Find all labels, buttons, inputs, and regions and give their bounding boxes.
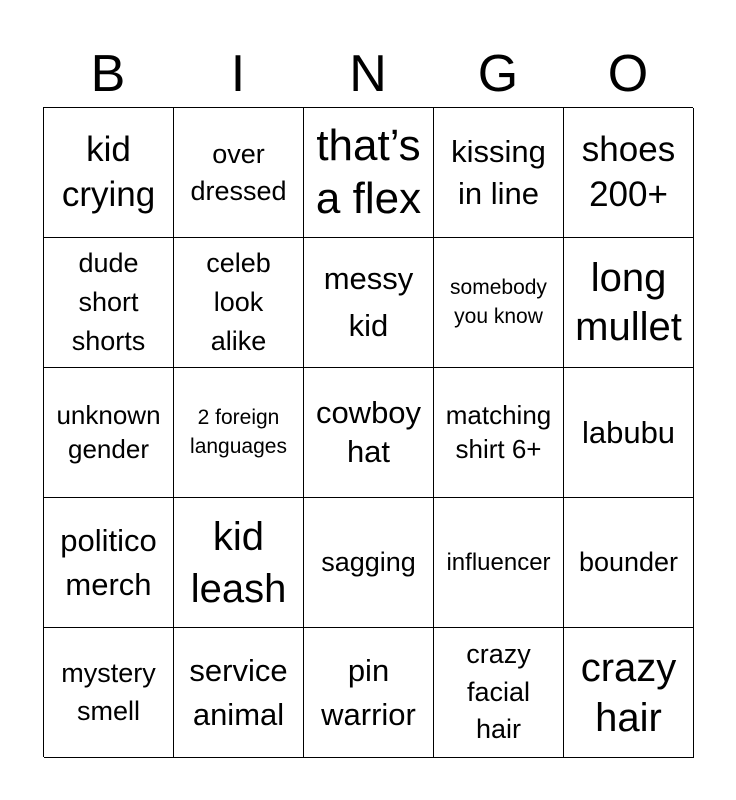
cell-text: sagging — [321, 547, 416, 578]
bingo-cell[interactable] — [434, 498, 564, 628]
bingo-cell[interactable] — [434, 108, 564, 238]
bingo-cell[interactable] — [174, 628, 304, 758]
bingo-cell[interactable] — [44, 108, 174, 238]
bingo-grid — [43, 107, 693, 757]
cell-text: celeb look alike — [206, 247, 271, 357]
bingo-cell[interactable] — [44, 368, 174, 498]
bingo-cell[interactable] — [564, 498, 694, 628]
bingo-header — [43, 40, 693, 108]
cell-text: unknown gender — [56, 399, 161, 464]
cell-text: dude short shorts — [71, 247, 146, 357]
cell-text: labubu — [581, 414, 676, 450]
header-letter-o: O — [607, 45, 649, 103]
cell-text: crazy facial hair — [466, 638, 531, 745]
bingo-cell[interactable] — [174, 498, 304, 628]
bingo-cell[interactable] — [564, 108, 694, 238]
cell-text: kid leash — [190, 514, 287, 611]
cell-text: politico merch — [60, 523, 157, 602]
cell-text: shoes 200+ — [581, 129, 676, 214]
cell-text: influencer — [446, 548, 551, 576]
bingo-cell[interactable] — [434, 238, 564, 368]
bingo-cell[interactable] — [434, 628, 564, 758]
cell-text: pin warrior — [321, 653, 416, 732]
cell-text: long mullet — [575, 255, 682, 349]
bingo-cell[interactable] — [304, 368, 434, 498]
bingo-cell[interactable] — [564, 628, 694, 758]
bingo-cell[interactable] — [44, 628, 174, 758]
cell-text: matching shirt 6+ — [445, 399, 552, 464]
bingo-cell[interactable] — [44, 498, 174, 628]
bingo-cell[interactable] — [564, 238, 694, 368]
bingo-cell[interactable] — [304, 108, 434, 238]
bingo-cell[interactable] — [434, 368, 564, 498]
header-letter-n: N — [349, 45, 387, 103]
header-letter-i: I — [230, 45, 246, 103]
cell-text: kissing in line — [451, 133, 546, 211]
bingo-cell[interactable] — [304, 628, 434, 758]
cell-text: over dressed — [190, 139, 287, 206]
bingo-cell[interactable] — [174, 368, 304, 498]
cell-text: cowboy hat — [315, 394, 422, 469]
cell-text: crazy hair — [580, 645, 677, 740]
cell-text: 2 foreign languages — [190, 406, 287, 458]
header-letter-b: B — [90, 45, 126, 103]
bingo-cell[interactable] — [44, 238, 174, 368]
bingo-cell[interactable] — [174, 238, 304, 368]
cell-text: messy kid — [323, 261, 414, 343]
bingo-cell[interactable] — [174, 108, 304, 238]
cell-text: kid crying — [61, 129, 156, 214]
cell-text: that’s a flex — [315, 120, 422, 223]
cell-text: mystery smell — [61, 657, 156, 726]
header-letter-g: G — [477, 45, 519, 103]
bingo-cell[interactable] — [564, 368, 694, 498]
bingo-cell[interactable] — [304, 238, 434, 368]
cell-text: somebody you know — [450, 276, 547, 328]
cell-text: bounder — [578, 547, 679, 578]
bingo-cell[interactable] — [304, 498, 434, 628]
cell-text: service animal — [189, 653, 288, 732]
